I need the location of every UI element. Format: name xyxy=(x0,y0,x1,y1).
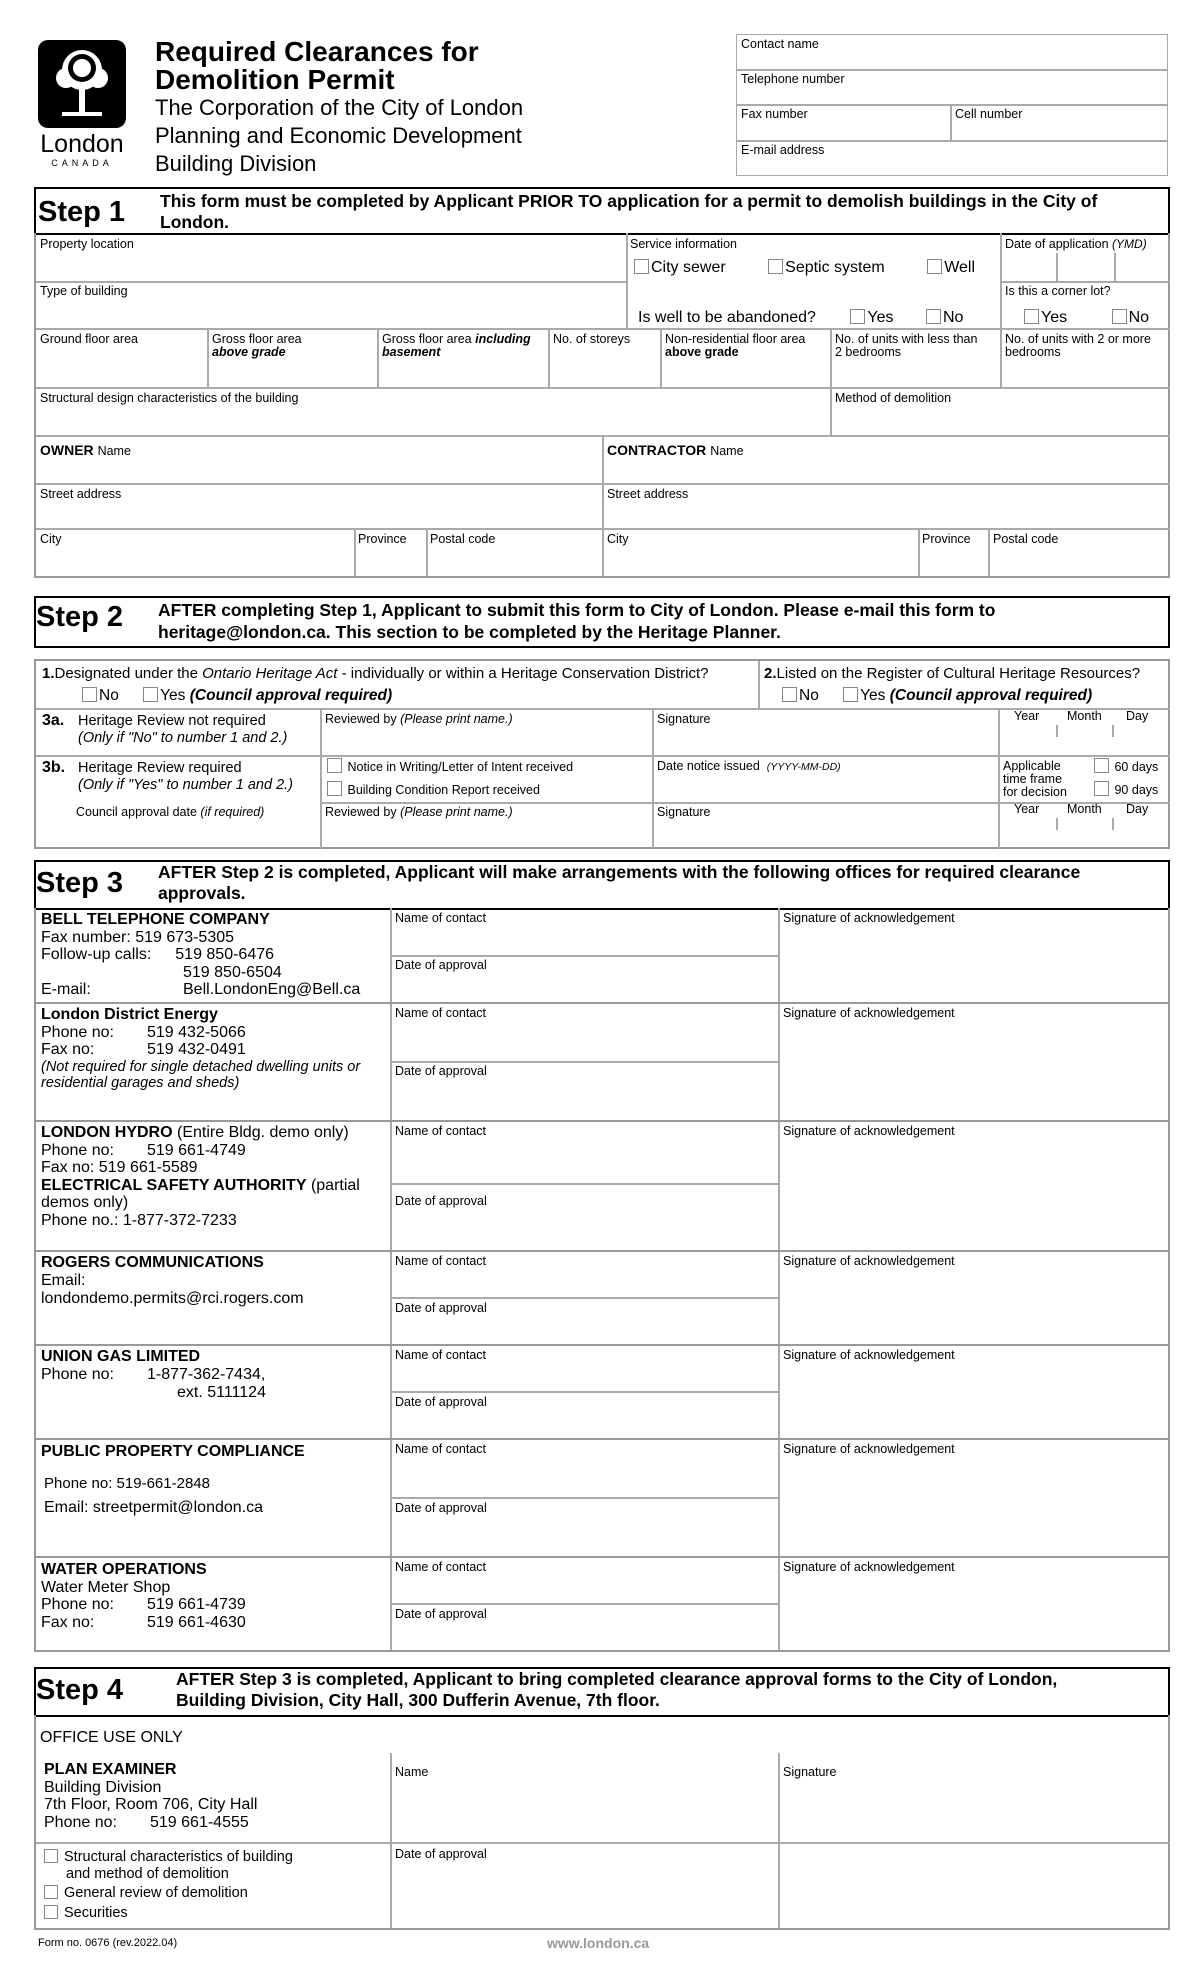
owner-postal-field[interactable]: Postal code xyxy=(430,532,496,546)
year-3a[interactable]: Year xyxy=(1014,709,1040,723)
q2-options: No Yes (Council approval required) xyxy=(782,687,1092,705)
property-location-field[interactable]: Property location xyxy=(40,237,134,251)
step1-title: Step 1 xyxy=(38,196,126,228)
logo-country: CANADA xyxy=(51,158,113,168)
signature-3b-field[interactable]: Signature xyxy=(657,805,711,819)
row-3b: 3b. xyxy=(42,759,66,776)
r3a-line1: Heritage Review not required xyxy=(78,713,266,729)
corner-lot-row: Yes No xyxy=(1024,309,1149,327)
q1-yes-checkbox[interactable] xyxy=(143,687,158,702)
hydro-title: LONDON HYDRO xyxy=(41,1124,173,1141)
nonres-field[interactable]: Non-residential floor area above grade xyxy=(665,332,806,359)
timeframe-label: Applicable time frame for decision xyxy=(1003,759,1067,799)
rogers-title: ROGERS COMMUNICATIONS xyxy=(41,1254,264,1271)
office-use-label: OFFICE USE ONLY xyxy=(40,1729,183,1746)
securities-row: Securities xyxy=(44,1903,293,1923)
year-3b[interactable]: Year xyxy=(1014,802,1040,816)
hydro-date-field[interactable]: Date of approval xyxy=(395,1194,487,1208)
union-title: UNION GAS LIMITED xyxy=(41,1348,201,1365)
q2-yes-checkbox[interactable] xyxy=(843,687,858,702)
r3b-line1: Heritage Review required xyxy=(78,760,242,776)
owner-name-field[interactable]: OWNER Name xyxy=(40,442,131,458)
water-title: WATER OPERATIONS xyxy=(41,1561,207,1578)
contractor-city-field[interactable]: City xyxy=(607,532,629,546)
lde-signature-field[interactable]: Signature of acknowledgement xyxy=(783,1006,955,1020)
ppc-title: PUBLIC PROPERTY COMPLIANCE xyxy=(41,1443,305,1460)
r3a-line2: (Only if "No" to number 1 and 2.) xyxy=(78,730,288,746)
org-line3: Building Division xyxy=(155,151,317,176)
q1-options: No Yes (Council approval required) xyxy=(82,687,392,705)
step3-grid xyxy=(34,908,1170,1652)
ground-floor-field[interactable]: Ground floor area xyxy=(40,332,138,346)
website-link[interactable]: www.london.ca xyxy=(547,1935,650,1951)
storeys-field[interactable]: No. of storeys xyxy=(553,332,631,346)
logo-word: London xyxy=(40,130,124,158)
bell-contact-field[interactable]: Name of contact xyxy=(395,911,487,925)
email-field[interactable]: E-mail address xyxy=(741,143,825,157)
lde-contact-field[interactable]: Name of contact xyxy=(395,1006,487,1020)
d60-checkbox[interactable] xyxy=(1094,758,1109,773)
lde-block: London District Energy Phone no: 519 432-5066 Fax no: 519 432-0491 (Not required for single detached dwelling units or residential garages and sheds) xyxy=(41,1006,389,1091)
water-block: WATER OPERATIONS Water Meter Shop Phone no: 519 661-4739 Fax no: 519 661-4630 xyxy=(41,1561,389,1631)
bell-block: BELL TELEPHONE COMPANY Fax number: 519 673-5305 Follow-up calls: 519 850-6476 519 850-6504 E-mail: Bell.LondonEng@Bell.ca xyxy=(41,911,386,999)
gross-incl-field[interactable]: Gross floor area including basement xyxy=(382,332,531,359)
notice-row: Notice in Writing/Letter of Intent received xyxy=(327,758,573,774)
owner-street-field[interactable]: Street address xyxy=(40,487,122,501)
contractor-province-field[interactable]: Province xyxy=(922,532,971,546)
bell-title: BELL TELEPHONE COMPANY xyxy=(41,911,270,928)
pe-signature-field[interactable]: Signature xyxy=(783,1765,837,1779)
ppc-block: PUBLIC PROPERTY COMPLIANCE Phone no: 519-661-2848 Email: streetpermit@london.ca xyxy=(41,1443,389,1517)
securities-checkbox[interactable] xyxy=(44,1905,58,1919)
step2-title: Step 2 xyxy=(36,601,124,633)
well-checkbox[interactable] xyxy=(927,259,942,274)
step4-grid xyxy=(34,1715,1170,1930)
rogers-contact-field[interactable]: Name of contact xyxy=(395,1254,487,1268)
method-field[interactable]: Method of demolition xyxy=(835,391,952,405)
step4-desc: AFTER Step 3 is completed, Applicant to bring completed clearance approval forms to the City of London, Building Division, City Hall, 300 Dufferin Avenue, 7th floor. xyxy=(176,1669,1058,1710)
date-application-field[interactable]: Date of application (YMD) xyxy=(1005,237,1147,251)
ppc-date-field[interactable]: Date of approval xyxy=(395,1501,487,1515)
union-signature-field[interactable]: Signature of acknowledgement xyxy=(783,1348,955,1362)
lde-date-field[interactable]: Date of approval xyxy=(395,1064,487,1078)
org-line1: The Corporation of the City of London xyxy=(155,95,524,120)
union-contact-field[interactable]: Name of contact xyxy=(395,1348,487,1362)
d90-row: 90 days xyxy=(1094,781,1158,797)
contractor-name-field[interactable]: CONTRACTOR Name xyxy=(607,442,744,458)
day-3b[interactable]: Day xyxy=(1126,802,1149,816)
notice-checkbox[interactable] xyxy=(327,758,342,773)
water-contact-field[interactable]: Name of contact xyxy=(395,1560,487,1574)
q2-text: 2.Listed on the Register of Cultural Heritage Resources? xyxy=(764,665,1141,682)
corner-lot-yes-checkbox[interactable] xyxy=(1024,309,1039,324)
month-3a[interactable]: Month xyxy=(1067,709,1102,723)
union-date-field[interactable]: Date of approval xyxy=(395,1395,487,1409)
union-block: UNION GAS LIMITED Phone no: 1-877-362-7434, ext. 5111124 xyxy=(41,1348,389,1402)
rogers-block: ROGERS COMMUNICATIONS Email: londondemo.permits@rci.rogers.com xyxy=(41,1254,389,1308)
hydro-signature-field[interactable]: Signature of acknowledgement xyxy=(783,1124,955,1138)
hydro-contact-field[interactable]: Name of contact xyxy=(395,1124,487,1138)
ppc-signature-field[interactable]: Signature of acknowledgement xyxy=(783,1442,955,1456)
city-sewer-checkbox[interactable] xyxy=(634,259,649,274)
d60-row: 60 days xyxy=(1094,758,1158,774)
pe-date-field[interactable]: Date of approval xyxy=(395,1847,487,1861)
step3-title: Step 3 xyxy=(36,867,124,899)
step2-grid xyxy=(34,659,1170,849)
rogers-signature-field[interactable]: Signature of acknowledgement xyxy=(783,1254,955,1268)
page-title-line1: Required Clearances for xyxy=(155,36,479,67)
q2-no-checkbox[interactable] xyxy=(782,687,797,702)
step2-desc-line1: AFTER completing Step 1, Applicant to submit this form to City of London. Please e-mail this form to xyxy=(158,600,996,620)
month-3b[interactable]: Month xyxy=(1067,802,1102,816)
owner-province-field[interactable]: Province xyxy=(358,532,407,546)
q1-no-checkbox[interactable] xyxy=(82,687,97,702)
signature-3a-field[interactable]: Signature xyxy=(657,712,711,726)
service-options: City sewer Septic system Well xyxy=(634,259,975,277)
bell-date-field[interactable]: Date of approval xyxy=(395,958,487,972)
well-abandoned-row: Is well to be abandoned? Yes No xyxy=(638,309,964,326)
owner-city-field[interactable]: City xyxy=(40,532,62,546)
contact-box xyxy=(736,34,1168,176)
well-abandoned-yes-checkbox[interactable] xyxy=(850,309,865,324)
contractor-postal-field[interactable]: Postal code xyxy=(993,532,1059,546)
page-title-line2: Demolition Permit xyxy=(155,64,395,95)
fax-field[interactable]: Fax number xyxy=(741,107,808,121)
septic-checkbox[interactable] xyxy=(768,259,783,274)
telephone-field[interactable]: Telephone number xyxy=(741,72,845,86)
plan-examiner-title: PLAN EXAMINER xyxy=(44,1761,177,1778)
step3-desc: AFTER Step 2 is completed, Applicant will make arrangements with the following offices for required clearance approvals. xyxy=(158,862,1081,903)
structural-field[interactable]: Structural design characteristics of the building xyxy=(40,391,299,405)
service-info-label: Service information xyxy=(630,237,737,251)
hydro-block: LONDON HYDRO (Entire Bldg. demo only) Phone no: 519 661-4749 Fax no: 519 661-5589 ELECTRICAL SAFETY AUTHORITY (partial demos only) Phone no.: 1-877-372-7233 xyxy=(41,1124,360,1229)
council-date-field[interactable]: Council approval date (if required) xyxy=(76,805,265,819)
water-date-field[interactable]: Date of approval xyxy=(395,1607,487,1621)
corner-lot-label: Is this a corner lot? xyxy=(1005,284,1111,298)
gross-above-field[interactable]: Gross floor area above grade xyxy=(212,332,302,359)
city-logo xyxy=(36,40,128,170)
form-number: Form no. 0676 (rev.2022.04) xyxy=(38,1937,178,1949)
org-line2: Planning and Economic Development xyxy=(155,123,522,148)
reviewed-by-3a-field[interactable]: Reviewed by (Please print name.) xyxy=(325,712,513,726)
bcr-row: Building Condition Report received xyxy=(327,781,540,797)
well-abandoned-no-checkbox[interactable] xyxy=(926,309,941,324)
water-signature-field[interactable]: Signature of acknowledgement xyxy=(783,1560,955,1574)
date-notice-field[interactable]: Date notice issued (YYYY-MM-DD) xyxy=(657,759,841,773)
q1-text: 1.Designated under the Ontario Heritage Act - individually or within a Heritage Conservation District? xyxy=(42,665,709,682)
units-less-field[interactable]: No. of units with less than 2 bedrooms xyxy=(835,332,978,359)
rogers-date-field[interactable]: Date of approval xyxy=(395,1301,487,1315)
contact-name-field[interactable]: Contact name xyxy=(741,37,819,51)
pe-name-field[interactable]: Name xyxy=(395,1765,429,1779)
bcr-checkbox[interactable] xyxy=(327,781,342,796)
d90-checkbox[interactable] xyxy=(1094,781,1109,796)
step1-grid xyxy=(34,233,1170,578)
bell-signature-field[interactable]: Signature of acknowledgement xyxy=(783,911,955,925)
tree-icon xyxy=(38,40,126,128)
structural-check-row: Structural characteristics of building xyxy=(44,1847,293,1867)
checklist: Structural characteristics of building and method of demolition General review of demolition Securities xyxy=(44,1847,293,1923)
cell-field[interactable]: Cell number xyxy=(955,107,1023,121)
step1-desc: This form must be completed by Applicant PRIOR TO application for a permit to demolish buildings in the City of London. xyxy=(160,191,1098,232)
type-building-field[interactable]: Type of building xyxy=(40,284,128,298)
step2-desc-line2: heritage@london.ca. This section to be completed by the Heritage Planner. xyxy=(158,622,781,642)
ppc-contact-field[interactable]: Name of contact xyxy=(395,1442,487,1456)
corner-lot-no-checkbox[interactable] xyxy=(1112,309,1127,324)
contractor-street-field[interactable]: Street address xyxy=(607,487,689,501)
row-3a: 3a. xyxy=(42,712,65,729)
plan-examiner-block: PLAN EXAMINER Building Division 7th Floor, Room 706, City Hall Phone no: 519 661-4555 xyxy=(44,1761,384,1831)
structural-checkbox[interactable] xyxy=(44,1849,58,1863)
day-3a[interactable]: Day xyxy=(1126,709,1149,723)
reviewed-by-3b-field[interactable]: Reviewed by (Please print name.) xyxy=(325,805,513,819)
step4-title: Step 4 xyxy=(36,1674,124,1706)
r3b-line2: (Only if "Yes" to number 1 and 2.) xyxy=(78,777,294,793)
units-more-field[interactable]: No. of units with 2 or more bedrooms xyxy=(1005,332,1151,359)
general-review-checkbox[interactable] xyxy=(44,1885,58,1899)
general-review-row: General review of demolition xyxy=(44,1883,293,1903)
lde-title: London District Energy xyxy=(41,1006,218,1023)
